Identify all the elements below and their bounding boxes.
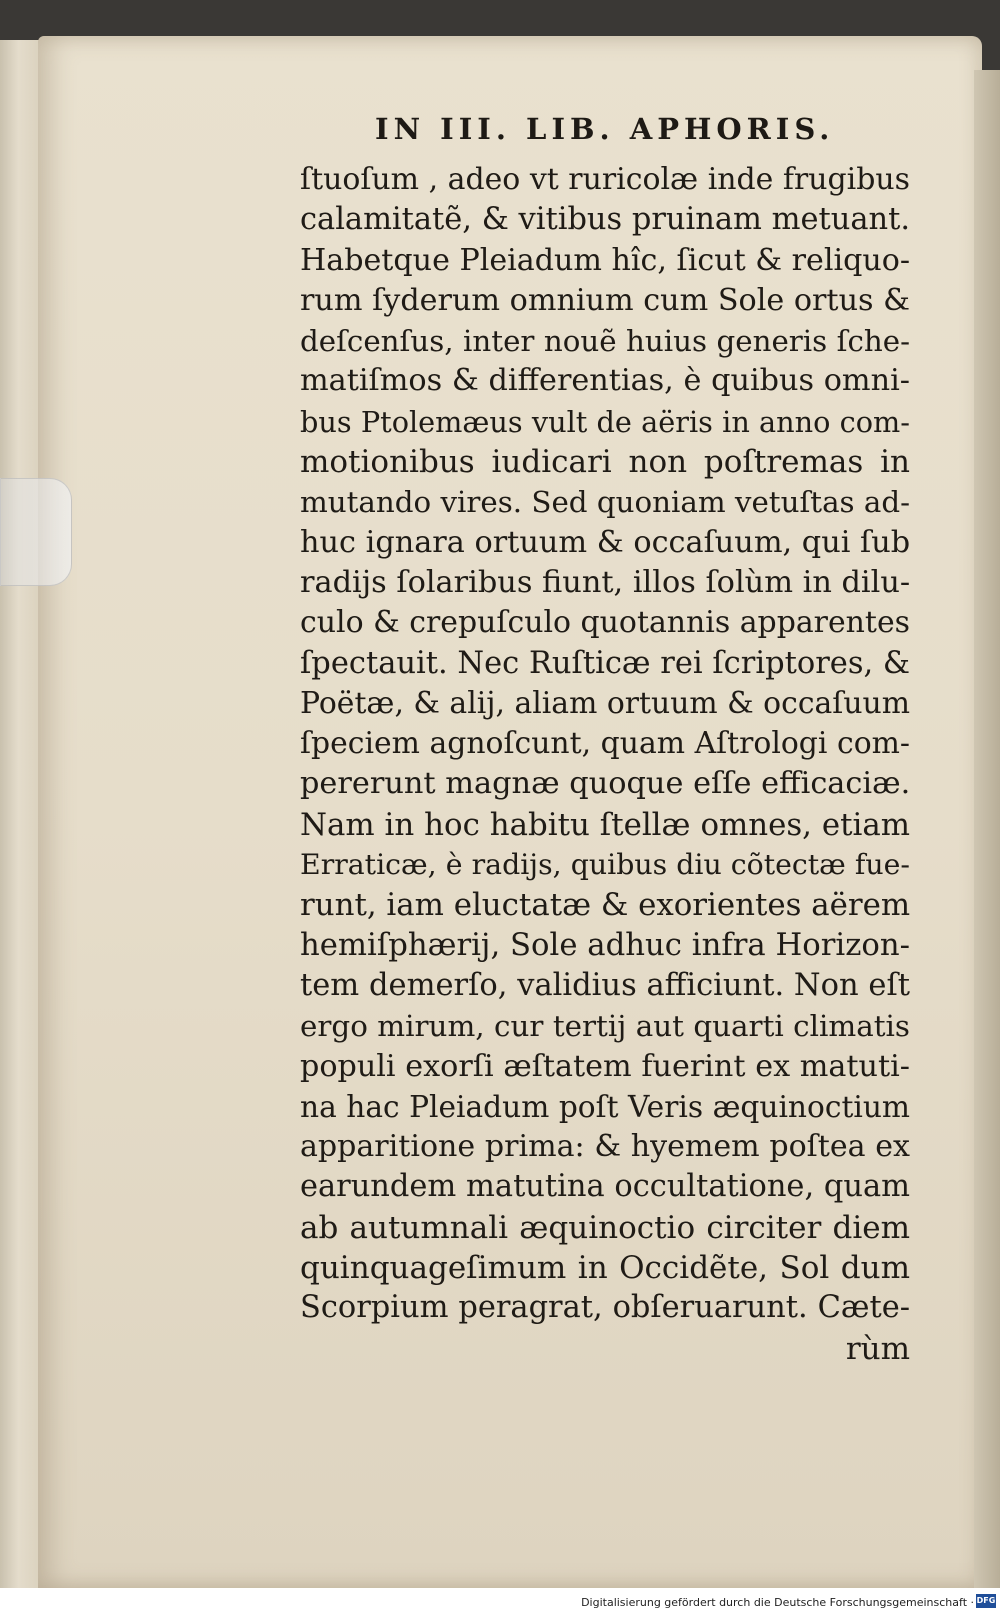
text-line: ſpeciem agnoſcunt, quam Aſtrologi com- xyxy=(300,726,910,762)
text-line: deſcenſus, inter nouẽ huius generis ſche- xyxy=(300,324,910,359)
text-line: matiſmos & differentias, è quibus omni- xyxy=(300,363,910,399)
text-line: calamitatẽ, & vitibus pruinam metuant. xyxy=(300,202,910,238)
text-line: quinquageſimum in Occidẽte, Sol dum xyxy=(300,1250,910,1287)
text-line: bus Ptolemæus vult de aëris in anno com- xyxy=(300,404,910,439)
text-line: pererunt magnæ quoque eſſe efficaciæ. xyxy=(300,766,911,802)
text-line: huc ignara ortuum & occaſuum, qui ſub xyxy=(300,524,911,560)
text-line: ab autumnali æquinoctio circiter diem xyxy=(300,1209,910,1246)
book-edge-right xyxy=(974,70,1000,1588)
digitization-credit: Digitalisierung gefördert durch die Deutsche Forschungsgemeinschaft · xyxy=(581,1596,974,1609)
text-line: apparitione prima: & hyemem poſtea ex xyxy=(300,1129,910,1165)
running-head: IN III. LIB. APHORIS. xyxy=(375,112,835,146)
text-line: rum ſyderum omnium cum Sole ortus & xyxy=(300,282,910,318)
page-clip xyxy=(0,478,72,586)
text-line: Habetque Pleiadum hîc, ſicut & reliquo- xyxy=(300,242,911,278)
dfg-logo-icon: DFG xyxy=(976,1594,996,1608)
text-line: motionibus iudicari non poſtremas in xyxy=(300,444,910,481)
text-line: tem demerſo, validius afficiunt. Non eſt xyxy=(300,967,910,1003)
text-line: ſtuoſum , adeo vt ruricolæ inde frugibus xyxy=(300,162,910,197)
text-line: hemiſphærij, Sole adhuc infra Horizon- xyxy=(300,927,910,963)
text-line: na hac Pleiadum poſt Veris æquinoctium xyxy=(300,1088,910,1124)
text-line: radijs ſolaribus fiunt, illos ſolùm in dilu- xyxy=(300,564,911,600)
catchword: rùm xyxy=(845,1330,910,1367)
text-line: Poëtæ, & alij, aliam ortuum & occaſuum xyxy=(300,685,910,721)
text-line: runt, iam eluctatæ & exorientes aërem xyxy=(300,887,911,924)
page-body-text xyxy=(300,160,910,1369)
text-line: ſpectauit. Nec Ruſticæ rei ſcriptores, & xyxy=(300,645,911,681)
text-line: ergo mirum, cur tertij aut quarti climatis xyxy=(300,1009,910,1044)
text-line: Nam in hoc habitu ſtellæ omnes, etiam xyxy=(300,806,910,843)
text-line: populi exorſi æſtatem fuerint ex matuti- xyxy=(300,1048,910,1084)
text-line: culo & crepuſculo quotannis apparentes xyxy=(300,605,910,641)
text-line: earundem matutina occultatione, quam xyxy=(300,1169,910,1205)
text-line: Scorpium peragrat, obſeruarunt. Cæte- xyxy=(300,1290,910,1326)
text-line: Erraticæ, è radijs, quibus diu cõtectæ fue- xyxy=(300,848,910,882)
text-line: mutando vires. Sed quoniam vetuſtas ad- xyxy=(300,485,910,520)
